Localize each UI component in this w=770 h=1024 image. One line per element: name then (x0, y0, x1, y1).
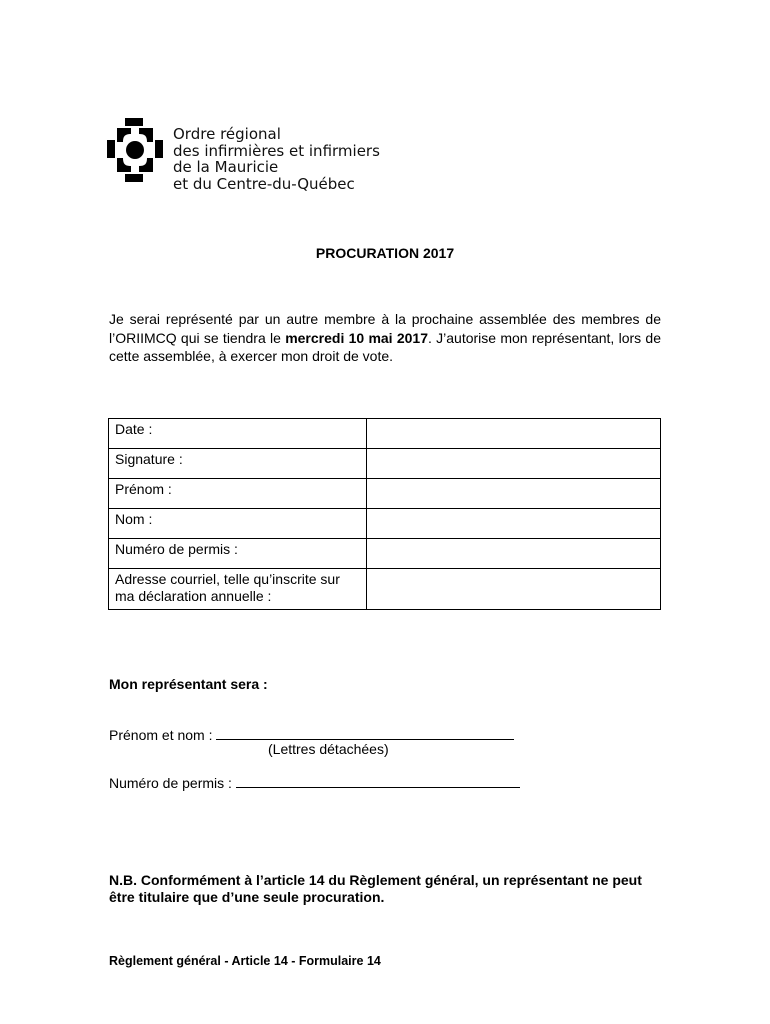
intro-text-end: . J’autorise mon représentant, lors de cette assemblée, à exercer mon droit de vote. (109, 329, 661, 364)
table-row (109, 449, 661, 479)
intro-paragraph (109, 310, 661, 366)
email-label: Adresse courriel, telle qu’inscrite sur ma déclaration annuelle : (109, 569, 367, 610)
representative-permit-field[interactable] (236, 774, 520, 788)
table-row (109, 569, 661, 610)
meeting-date: mercredi 10 mai 2017 (285, 329, 428, 346)
logo-text (173, 126, 380, 192)
organization-logo (107, 118, 407, 198)
footer-reference: Règlement général - Article 14 - Formulaire 14 (109, 954, 381, 968)
nb-note: N.B. Conformément à l’article 14 du Règlement général, un représentant ne peut être titulaire que d’une seule procuration. (109, 872, 642, 905)
first-name-label: Prénom : (109, 479, 367, 509)
intro-text: Je serai représenté par un autre membre à la prochaine assemblée des membres de l’ORIIMCQ qui se tiendra le (109, 311, 661, 346)
representative-heading: Mon représentant sera : (109, 676, 268, 692)
permit-number-label: Numéro de permis : (109, 539, 367, 569)
first-name-field[interactable] (367, 479, 661, 509)
logo-line: de la Mauricie (173, 158, 279, 176)
table-row (109, 479, 661, 509)
document-title: PROCURATION 2017 (315, 245, 455, 261)
email-field[interactable] (367, 569, 661, 610)
signature-field[interactable] (367, 449, 661, 479)
date-field[interactable] (367, 419, 661, 449)
logo-line: des infirmières et infirmiers (173, 141, 380, 160)
last-name-label: Nom : (109, 509, 367, 539)
representative-permit-line (109, 774, 520, 791)
representative-name-label: Prénom et nom : (109, 727, 217, 743)
logo-line: et du Centre-du-Québec (173, 174, 355, 193)
table-row (109, 509, 661, 539)
member-info-table (108, 418, 661, 610)
table-row (109, 419, 661, 449)
oriimcq-logo-icon (107, 118, 163, 182)
block-letters-hint: (Lettres détachées) (268, 741, 389, 757)
last-name-field[interactable] (367, 509, 661, 539)
representative-name-field[interactable] (216, 726, 514, 740)
date-label: Date : (109, 419, 367, 449)
representative-permit-label: Numéro de permis : (109, 775, 236, 791)
permit-number-field[interactable] (367, 539, 661, 569)
table-row (109, 539, 661, 569)
logo-line: Ordre régional (173, 125, 281, 143)
signature-label: Signature : (109, 449, 367, 479)
